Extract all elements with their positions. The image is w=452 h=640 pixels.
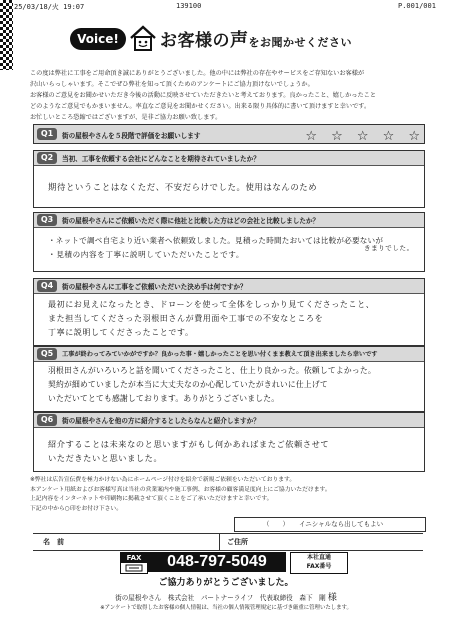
address-label: ご住所 — [227, 538, 248, 546]
question-6-number: Q6 — [37, 414, 57, 426]
company-name: 街の屋根やさん 株式会社 パートナーライフ 代表取締役 森下 剛 — [115, 594, 326, 602]
note-line-2: 本アンケート用紙およびお客様写真は当社の営業案内や施工事例、お客様の顧客満足度向上にご協力いただけます。 — [30, 486, 331, 493]
question-3-number: Q3 — [37, 214, 57, 226]
fax-datetime: 25/03/18/火 19:07 — [14, 3, 85, 11]
intro-line-2: 沢山いらっしゃいます。そこでぜひ弊社を知って頂くためのアンケートにご協力頂けないでしょうか。 — [30, 81, 314, 88]
question-4 — [33, 278, 425, 346]
page-title — [160, 26, 352, 52]
consent-notes — [30, 476, 430, 514]
answer-4-line-1: 最初にお見えになったとき、ドローンを使って全体をしっかり見てくださったこと、 — [48, 300, 375, 309]
question-5-text: 工事が終わってみていかがですか？良かった事・嬉しかったことを思い付くまま教えて頂き出来ましたら幸いです — [62, 351, 378, 358]
question-1 — [33, 124, 425, 144]
house-icon — [128, 24, 158, 52]
question-4-number: Q4 — [37, 280, 57, 292]
title-part1: お客様の — [160, 31, 230, 51]
answer-5-line-1: 羽根田さんがいろいろと話を聞いてくださったこと、仕上り良かった。依頼してよかった。 — [48, 366, 376, 375]
note-line-3: 上記内容をインターネットや印刷物に掲載させて頂くことをご了承いただけますと幸いです。 — [30, 496, 273, 502]
star-3-icon[interactable]: ☆ — [356, 129, 369, 144]
name-address-row — [33, 533, 423, 551]
question-5-header — [34, 347, 424, 362]
rating-stars — [296, 125, 420, 145]
question-1-number: Q1 — [37, 128, 57, 140]
intro-paragraph — [30, 68, 430, 123]
question-6 — [33, 412, 425, 472]
signature: 様 — [327, 593, 337, 603]
question-2-text: 当初、工事を依頼する会社にどんなことを期待されていましたか？ — [62, 155, 260, 163]
star-1-icon[interactable]: ☆ — [305, 129, 317, 144]
answer-3-tail: きまりでした。 — [364, 244, 414, 252]
answer-5-line-3: いただいてとても感謝しております。ありがとうございました。 — [48, 394, 280, 403]
fax-page: P.001/001 — [398, 2, 436, 10]
question-6-header — [34, 413, 424, 428]
question-1-header — [34, 125, 424, 143]
answer-2-line-1: 期待ということはなくただ、不安だらけでした。使用はなんのため — [48, 182, 318, 192]
name-divider — [219, 534, 220, 550]
intro-line-5: お忙しいところ恐縮ではございますが、是非ご協力お願い致します。 — [30, 114, 222, 121]
star-5-icon[interactable]: ☆ — [408, 129, 420, 144]
answer-3-line-2: ・見積の内容を丁寧に説明していただいたことです。 — [48, 250, 245, 259]
answer-5-line-2: 契約が細めていましたが本当に大丈夫なのか心配していたがきれいに仕上げて — [48, 380, 328, 389]
note-line-4: 下記の中から○印をお付け下さい。 — [30, 505, 123, 512]
note-line-1: ※弊社は広告宣伝費を極力かけない為にホームページ付けを紹介で新規ご依頼をいただいております。 — [30, 477, 296, 483]
question-5-number: Q5 — [37, 348, 57, 360]
initials-checkbox[interactable]: （ ） — [263, 520, 289, 528]
question-6-text: 街の屋根やさんを他の方に紹介するとしたらなんと紹介しますか？ — [62, 417, 260, 425]
initials-option[interactable] — [234, 517, 426, 532]
initials-label: イニシャルなら出してもよい — [299, 520, 384, 528]
star-4-icon[interactable]: ☆ — [382, 129, 395, 144]
answer-3-line-1: ・ネットで調べ自宅より近い業者へ依頼致しました。見積った時間たおいては比較が必要ないが — [48, 236, 384, 245]
fax-icon-label: FAX — [121, 553, 147, 563]
name-label: 名 前 — [43, 538, 64, 546]
fax-number-label — [290, 552, 348, 574]
title-banner — [70, 20, 400, 54]
answer-6-line-1: 紹介することは未来なのと思いますがもし何かあればまたご依頼させて — [48, 439, 330, 449]
fax-machine-icon — [121, 563, 147, 573]
question-5 — [33, 346, 425, 412]
title-part2: 声 — [230, 30, 249, 51]
fax-sender: 139100 — [176, 2, 202, 10]
question-3-header — [34, 213, 424, 228]
question-3-text: 街の屋根やさんにご依頼いただく際に他社と比較した方はどの会社と比較しましたか？ — [62, 217, 320, 225]
fax-row — [120, 552, 350, 572]
question-4-header — [34, 279, 424, 294]
fax-label-line-1: 本社直通 — [306, 554, 331, 561]
question-4-text: 街の屋根やさんに工事をご依頼いただいた決め手は何ですか？ — [62, 283, 247, 291]
intro-line-3: お客様のご意見をお聞かせいただき今後の活動に反映させていただきたいと考えております。良かったこと、嬉しかったこと — [30, 92, 377, 99]
answer-4-line-3: 丁寧に説明してくださったことです。 — [48, 328, 194, 337]
fax-label-line-2: FAX番号 — [306, 563, 332, 570]
company-line — [0, 590, 452, 603]
answer-4-line-2: また担当してくださった羽根田さんが費用面や工事での不安なところを — [48, 314, 324, 323]
question-2 — [33, 150, 425, 208]
title-part3: をお聞かせください — [248, 36, 352, 49]
intro-line-4: どのようなご意見でもかまいません。率直なご意見をお聞かせください。出来る限り具体的に書いて頂けますと幸いです。 — [30, 103, 371, 110]
intro-line-1: この度は弊社に工事をご用命頂き誠にありがとうございました。他の中には弊社の存在やサービスをご存知ないお客様が — [30, 70, 365, 77]
question-1-text: 街の屋根やさんを５段階で評価をお願いします — [62, 132, 201, 140]
privacy-note: ※アンケートで取得したお客様の個人情報は、当社の個人情報管理規定に基づき厳重に管理いたします。 — [100, 605, 352, 611]
star-2-icon[interactable]: ☆ — [331, 129, 343, 144]
voice-badge: Voice! — [70, 28, 126, 50]
question-2-number: Q2 — [37, 152, 57, 164]
thanks-message: ご協力ありがとうございました。 — [158, 578, 294, 588]
fax-number: 048-797-5049 — [148, 552, 286, 572]
question-3 — [33, 212, 425, 272]
answer-6-line-2: いただきたいと思いました。 — [48, 453, 163, 463]
fax-icon — [120, 552, 148, 574]
fax-checker-mark — [0, 0, 13, 70]
question-2-header — [34, 151, 424, 166]
